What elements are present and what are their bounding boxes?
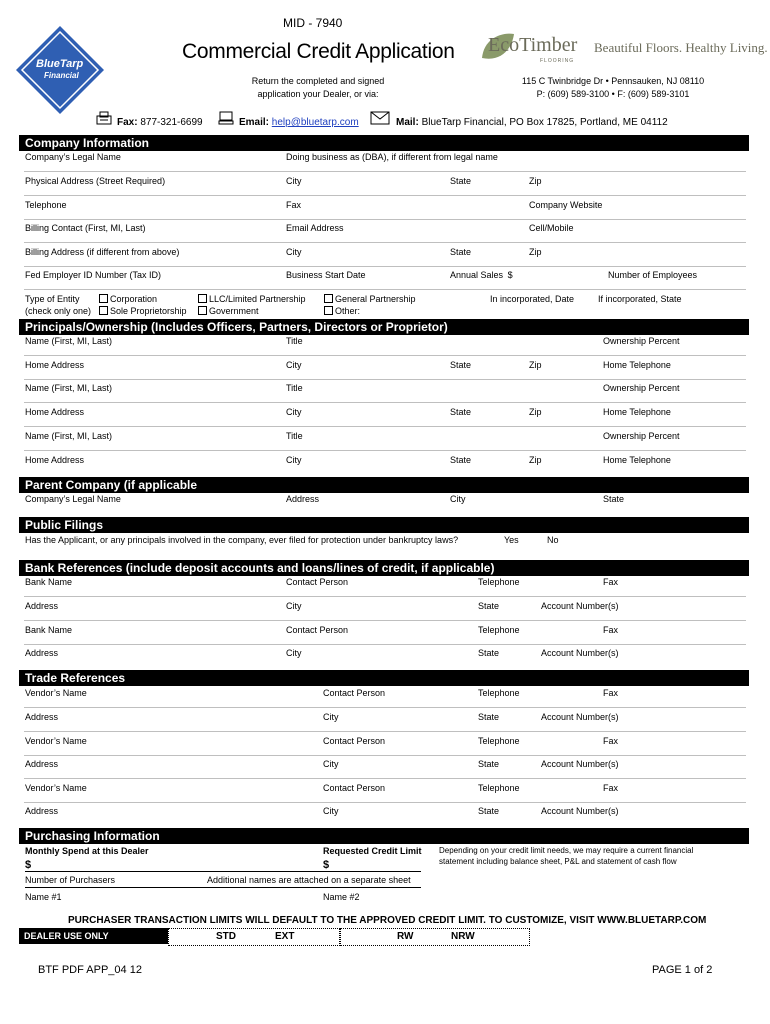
principal-1-home-telephone-label: Home Telephone [603,360,671,370]
check-only-one-label: (check only one) [25,306,92,316]
field-line[interactable] [24,355,746,356]
principal-1-home-address-label: Home Address [25,360,85,370]
ecotimber-wordmark: EcoTimber [488,34,578,56]
bank-2-telephone-label: Telephone [478,625,520,635]
note-line-2: statement including balance sheet, P&L and statement of cash flow [439,857,677,866]
trade-3-city-label: City [323,806,339,816]
other-label: Other: [335,306,361,316]
requested-credit-limit-label: Requested Credit Limit [323,846,422,856]
return-line-1: Return the completed and signed [251,76,385,86]
principal-3-name-label: Name (First, MI, Last) [25,431,113,441]
principal-3-zip-label: Zip [529,455,542,465]
section-bank-references: Bank References (include deposit accounts and loans/lines of credit, if applicable) [19,560,749,576]
billing-city-label: City [286,247,302,257]
trade-1-city-label: City [323,712,339,722]
name-1-label: Name #1 [25,892,62,902]
field-line[interactable] [24,778,746,779]
std-label: STD [216,931,236,942]
principal-3-city-label: City [286,455,302,465]
government-checkbox[interactable] [198,306,207,315]
trade-2-address-label: Address [25,759,59,769]
fax-contact [117,117,203,129]
address-line-2: P: (609) 589-3100 • F: (609) 589-3101 [536,89,690,99]
bankruptcy-question: Has the Applicant, or any principals involved in the company, ever filed for protection under bankruptcy laws? [25,535,459,545]
principal-3-home-telephone-label: Home Telephone [603,455,671,465]
llc-label: LLC/Limited Partnership [209,294,306,304]
other-option[interactable] [324,306,360,317]
section-principals: Principals/Ownership (Includes Officers, Partners, Directors or Proprietor) [19,319,749,335]
std-ext-box[interactable] [168,928,340,946]
billing-zip-label: Zip [529,247,542,257]
trade-2-vendor-label: Vendor’s Name [25,736,87,746]
monthly-spend-dollar: $ [25,859,32,871]
ext-label: EXT [275,931,295,942]
trade-1-fax-label: Fax [603,688,619,698]
return-instructions [230,76,406,100]
mail-address: BlueTarp Financial, PO Box 17825, Portland, ME 04112 [421,117,668,128]
telephone-label: Telephone [25,200,67,210]
bank-1-address-label: Address [25,601,59,611]
field-line[interactable] [24,802,746,803]
billing-state-label: State [450,247,472,257]
bank-2-address-label: Address [25,648,59,658]
principal-2-ownership-label: Ownership Percent [603,383,680,393]
mail-label: Mail: [396,117,419,128]
number-of-purchasers-label: Number of Purchasers [25,875,116,885]
field-line[interactable] [24,450,746,451]
bank-2-account-label: Account Number(s) [541,648,619,658]
additional-names-label: Additional names are attached on a separate sheet [207,875,411,885]
email-link[interactable]: help@bluetarp.com [271,117,359,128]
mid-number: MID - 7940 [283,16,343,30]
zip-label: Zip [529,176,542,186]
field-line[interactable] [24,195,746,196]
dealer-address [518,76,708,100]
general-partnership-label: General Partnership [335,294,416,304]
fax-label: Fax: [117,117,138,128]
bank-1-state-label: State [478,601,500,611]
section-parent-company: Parent Company (if applicable [19,477,749,493]
dealer-use-only-label: DEALER USE ONLY [19,928,168,944]
field-line[interactable] [24,379,746,380]
bank-2-city-label: City [286,648,302,658]
trade-2-account-label: Account Number(s) [541,759,619,769]
principal-1-title-label: Title [286,336,303,346]
email-address-label: Email Address [286,223,344,233]
general-partnership-option[interactable] [324,294,416,305]
email-label: Email: [239,117,270,128]
field-line[interactable] [24,426,746,427]
email-contact [239,117,359,129]
form-identifier: BTF PDF APP_04 12 [38,964,142,976]
nrw-label: NRW [451,931,475,942]
company-website-label: Company Website [529,200,603,210]
billing-contact-label: Billing Contact (First, MI, Last) [25,223,146,233]
computer-icon [218,111,234,125]
sole-proprietorship-option[interactable] [99,306,187,317]
bank-2-fax-label: Fax [603,625,619,635]
trade-2-fax-label: Fax [603,736,619,746]
parent-state-label: State [603,494,625,504]
spend-field-line[interactable] [25,871,421,872]
trade-2-state-label: State [478,759,500,769]
principal-2-home-address-label: Home Address [25,407,85,417]
page-number: PAGE 1 of 2 [652,964,713,976]
general-partnership-checkbox[interactable] [324,294,333,303]
trade-3-vendor-label: Vendor’s Name [25,783,87,793]
annual-sales-dollar: $ [507,270,513,280]
trade-1-account-label: Account Number(s) [541,712,619,722]
bank-1-account-label: Account Number(s) [541,601,619,611]
principal-2-name-label: Name (First, MI, Last) [25,383,113,393]
fax-field-label: Fax [286,200,302,210]
principal-2-state-label: State [450,407,472,417]
principal-2-zip-label: Zip [529,407,542,417]
rw-nrw-box[interactable] [340,928,530,946]
field-line[interactable] [24,219,746,220]
return-line-2: application your Dealer, or via: [257,89,379,99]
other-checkbox[interactable] [324,306,333,315]
fax-number: 877-321-6699 [140,117,203,128]
bank-1-contact-label: Contact Person [286,577,349,587]
trade-3-fax-label: Fax [603,783,619,793]
transaction-limits-notice: PURCHASER TRANSACTION LIMITS WILL DEFAULT TO THE APPROVED CREDIT LIMIT. TO CUSTOMIZE, VISIT WWW.BLUETARP.COM [68,915,707,926]
incorporated-date-label: In incorporated, Date [490,294,575,304]
principal-2-home-telephone-label: Home Telephone [603,407,671,417]
bluetarp-logo-text: BlueTarp [36,58,84,70]
bluetarp-logo-diamond [14,24,106,116]
number-of-employees-label: Number of Employees [608,270,698,280]
parent-city-label: City [450,494,466,504]
business-start-date-label: Business Start Date [286,270,366,280]
physical-address-label: Physical Address (Street Required) [25,176,166,186]
requested-limit-dollar: $ [323,859,330,871]
rw-label: RW [397,931,414,942]
trade-1-contact-label: Contact Person [323,688,386,698]
trade-2-telephone-label: Telephone [478,736,520,746]
bank-2-state-label: State [478,648,500,658]
purchasers-field-line[interactable] [25,887,421,888]
trade-2-city-label: City [323,759,339,769]
parent-address-label: Address [286,494,320,504]
form-title: Commercial Credit Application [182,40,455,63]
principal-1-state-label: State [450,360,472,370]
ecotimber-flooring: FLOORING [540,58,575,64]
field-line[interactable] [24,620,746,621]
field-line[interactable] [24,644,746,645]
field-line[interactable] [24,242,746,243]
section-trade-references: Trade References [19,670,749,686]
government-option[interactable] [198,306,259,317]
principal-3-state-label: State [450,455,472,465]
field-line[interactable] [24,755,746,756]
principal-2-city-label: City [286,407,302,417]
note-line-1: Depending on your credit limit needs, we may require a current financial [439,846,694,855]
bank-2-contact-label: Contact Person [286,625,349,635]
fein-label: Fed Employer ID Number (Tax ID) [25,270,162,280]
principal-2-title-label: Title [286,383,303,393]
bank-1-telephone-label: Telephone [478,577,520,587]
type-of-entity-label: Type of Entity [25,294,80,304]
trade-3-address-label: Address [25,806,59,816]
envelope-icon [370,111,390,125]
section-purchasing-information: Purchasing Information [19,828,749,844]
trade-1-state-label: State [478,712,500,722]
trade-3-telephone-label: Telephone [478,783,520,793]
field-line[interactable] [24,289,746,290]
section-public-filings: Public Filings [19,517,749,533]
llc-option[interactable] [198,294,306,305]
city-label: City [286,176,302,186]
field-line[interactable] [24,707,746,708]
trade-1-telephone-label: Telephone [478,688,520,698]
principal-3-home-address-label: Home Address [25,455,85,465]
sole-proprietorship-label: Sole Proprietorship [110,306,187,316]
field-line[interactable] [24,596,746,597]
trade-1-address-label: Address [25,712,59,722]
financial-statement-note [439,845,693,867]
bankruptcy-no[interactable]: No [547,535,559,545]
state-label: State [450,176,472,186]
bluetarp-logo-subtext: Financial [44,71,79,80]
bankruptcy-yes[interactable]: Yes [504,535,519,545]
trade-2-contact-label: Contact Person [323,736,386,746]
corporation-label: Corporation [110,294,158,304]
field-line[interactable] [24,266,746,267]
principal-1-city-label: City [286,360,302,370]
monthly-spend-label: Monthly Spend at this Dealer [25,846,149,856]
annual-sales-text: Annual Sales [450,270,504,280]
trade-1-vendor-label: Vendor’s Name [25,688,87,698]
billing-address-label: Billing Address (if different from above) [25,247,180,257]
company-legal-name-label: Company’s Legal Name [25,152,121,162]
government-label: Government [209,306,259,316]
trade-3-state-label: State [478,806,500,816]
annual-sales-label [450,270,513,281]
fax-icon [96,111,112,125]
corporation-checkbox[interactable] [99,294,108,303]
principal-3-title-label: Title [286,431,303,441]
dba-label: Doing business as (DBA), if different from legal name [286,152,498,162]
bank-1-city-label: City [286,601,302,611]
field-line[interactable] [24,731,746,732]
corporation-option[interactable] [99,294,157,305]
bluetarp-logo [14,24,106,116]
field-line[interactable] [24,402,746,403]
ecotimber-logo [478,28,598,70]
llc-checkbox[interactable] [198,294,207,303]
cell-mobile-label: Cell/Mobile [529,223,574,233]
trade-3-contact-label: Contact Person [323,783,386,793]
address-line-1: 115 C Twinbridge Dr • Pennsauken, NJ 08110 [521,76,705,86]
incorporated-state-label: If incorporated, State [598,294,682,304]
bank-1-fax-label: Fax [603,577,619,587]
bank-2-name-label: Bank Name [25,625,73,635]
bank-1-name-label: Bank Name [25,577,73,587]
principal-1-zip-label: Zip [529,360,542,370]
section-company-information: Company Information [19,135,749,151]
mail-contact [396,117,668,129]
parent-legal-name-label: Company’s Legal Name [25,494,121,504]
trade-3-account-label: Account Number(s) [541,806,619,816]
field-line[interactable] [24,171,746,172]
principal-3-ownership-label: Ownership Percent [603,431,680,441]
tagline: Beautiful Floors. Healthy Living. [594,40,768,55]
principal-1-ownership-label: Ownership Percent [603,336,680,346]
sole-proprietorship-checkbox[interactable] [99,306,108,315]
name-2-label: Name #2 [323,892,360,902]
principal-1-name-label: Name (First, MI, Last) [25,336,113,346]
